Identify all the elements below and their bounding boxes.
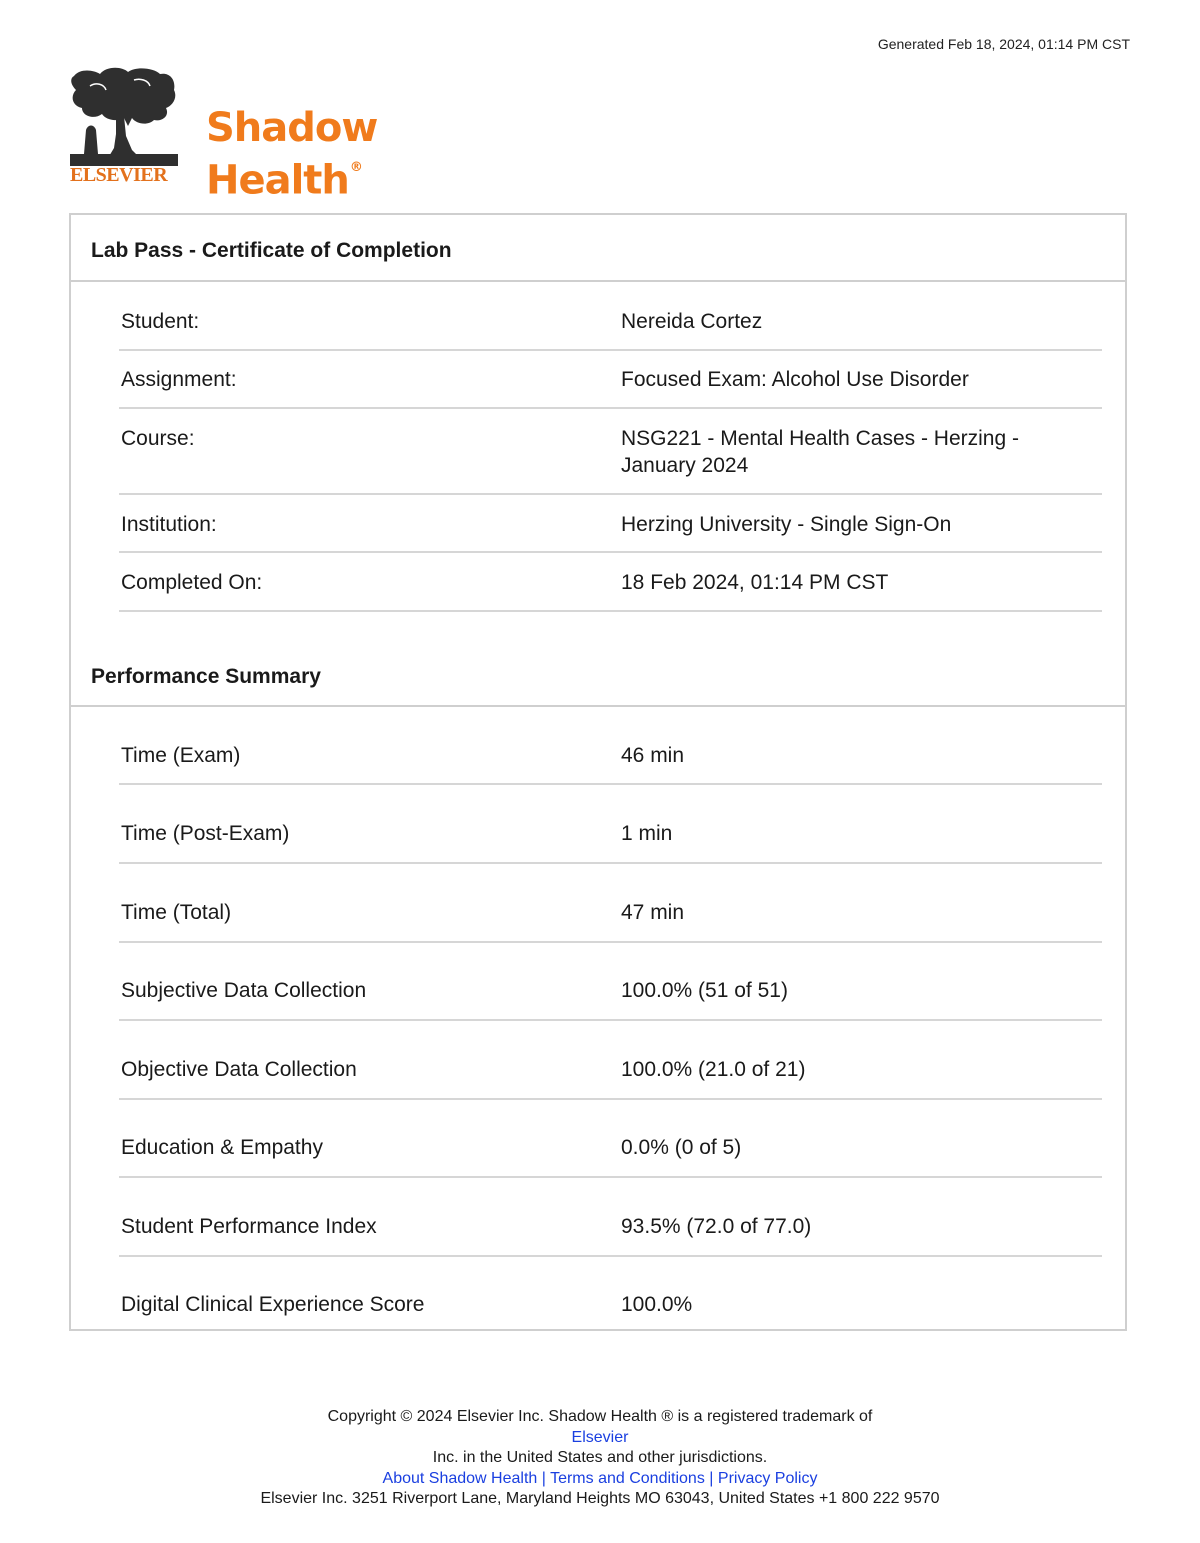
address-text: Elsevier Inc. 3251 Riverport Lane, Maryland Heights MO 63043, United States +1 800 222 9570 bbox=[260, 1490, 940, 1507]
link-separator: | bbox=[709, 1469, 714, 1487]
row-label: Institution: bbox=[121, 513, 217, 536]
row-label: Time (Post-Exam) bbox=[121, 822, 290, 845]
terms-and-conditions-link[interactable]: Terms and Conditions bbox=[550, 1469, 705, 1487]
row-value: Focused Exam: Alcohol Use Disorder bbox=[621, 368, 969, 391]
row-divider bbox=[119, 1019, 1102, 1021]
row-divider bbox=[119, 1255, 1102, 1257]
page-footer bbox=[0, 1407, 1200, 1510]
row-value: Nereida Cortez bbox=[621, 310, 763, 333]
row-value: 47 min bbox=[621, 901, 685, 924]
row-label: Course: bbox=[121, 427, 195, 450]
certificate-card bbox=[69, 213, 1127, 1331]
elsevier-wordmark: ELSEVIER bbox=[70, 164, 168, 186]
row-label: Objective Data Collection bbox=[121, 1058, 357, 1081]
footer-links bbox=[0, 1469, 1200, 1490]
row-divider bbox=[119, 941, 1102, 943]
row-label: Digital Clinical Experience Score bbox=[121, 1293, 425, 1316]
row-value: 100.0% bbox=[621, 1293, 693, 1316]
about-shadow-health-link[interactable]: About Shadow Health bbox=[382, 1469, 538, 1487]
link-separator: | bbox=[541, 1469, 546, 1487]
row-value: 100.0% (21.0 of 21) bbox=[621, 1058, 806, 1081]
registered-mark: ® bbox=[349, 160, 362, 175]
row-label: Student Performance Index bbox=[121, 1215, 377, 1238]
row-value: 0.0% (0 of 5) bbox=[621, 1136, 742, 1159]
row-value: 18 Feb 2024, 01:14 PM CST bbox=[621, 571, 889, 594]
row-value: Herzing University - Single Sign-On bbox=[621, 513, 952, 536]
copyright-text: Copyright © 2024 Elsevier Inc. Shadow Health ® is a registered trademark of bbox=[327, 1408, 873, 1425]
generated-timestamp: Generated Feb 18, 2024, 01:14 PM CST bbox=[877, 36, 1130, 52]
row-label: Assignment: bbox=[121, 368, 237, 391]
brand-name-text: Shadow Health bbox=[206, 105, 378, 204]
row-divider bbox=[119, 349, 1102, 351]
row-label: Completed On: bbox=[121, 571, 263, 594]
row-divider bbox=[119, 407, 1102, 409]
row-divider bbox=[119, 551, 1102, 553]
row-label: Time (Total) bbox=[121, 901, 232, 924]
row-divider bbox=[119, 493, 1102, 495]
row-divider bbox=[119, 783, 1102, 785]
performance-summary-title: Performance Summary bbox=[91, 665, 321, 688]
brand-logo bbox=[70, 66, 540, 204]
jurisdiction-text: Inc. in the United States and other jurisdictions. bbox=[432, 1449, 768, 1466]
elsevier-link[interactable]: Elsevier bbox=[571, 1428, 629, 1446]
row-label: Time (Exam) bbox=[121, 744, 241, 767]
row-divider bbox=[119, 1098, 1102, 1100]
row-value: 1 min bbox=[621, 822, 673, 845]
row-value: 46 min bbox=[621, 744, 685, 767]
certificate-title: Lab Pass - Certificate of Completion bbox=[91, 239, 452, 262]
row-label: Subjective Data Collection bbox=[121, 979, 367, 1002]
section-divider bbox=[71, 280, 1125, 282]
row-divider bbox=[119, 1176, 1102, 1178]
row-label: Student: bbox=[121, 310, 200, 333]
row-value: NSG221 - Mental Health Cases - Herzing - January 2024 bbox=[621, 427, 1019, 477]
row-label: Education & Empathy bbox=[121, 1136, 323, 1159]
row-value: 93.5% (72.0 of 77.0) bbox=[621, 1215, 812, 1238]
row-divider bbox=[119, 862, 1102, 864]
row-value: 100.0% (51 of 51) bbox=[621, 979, 788, 1002]
shadow-health-wordmark bbox=[206, 104, 540, 204]
row-divider bbox=[119, 610, 1102, 612]
section-divider bbox=[71, 705, 1125, 707]
privacy-policy-link[interactable]: Privacy Policy bbox=[717, 1469, 818, 1487]
elsevier-tree-icon bbox=[70, 66, 178, 166]
